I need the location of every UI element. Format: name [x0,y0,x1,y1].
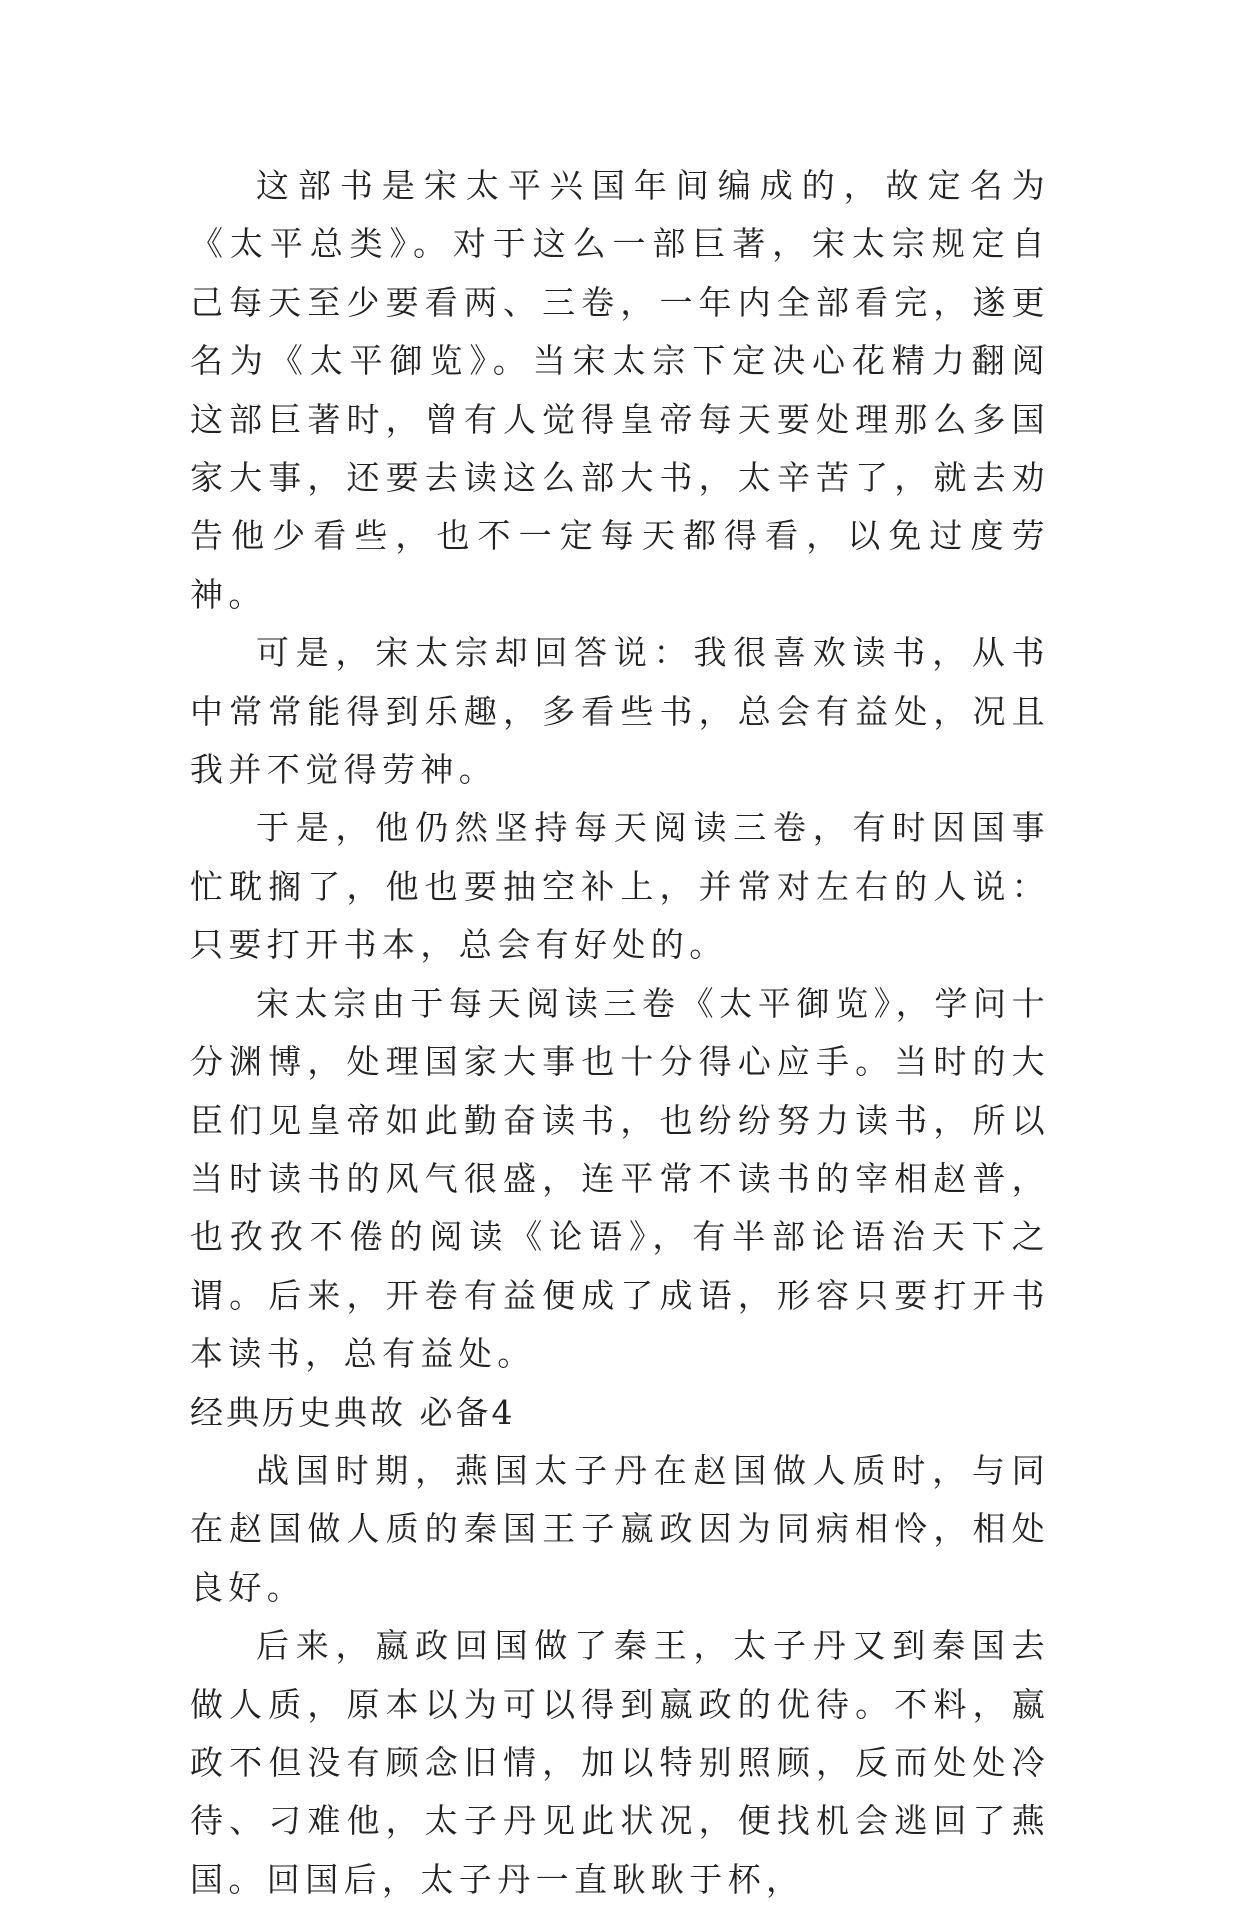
paragraph-persistent-reading: 于是，他仍然坚持每天阅读三卷，有时因国事忙耽搁了，他也要抽空补上，并常对左右的人说：只要打开书本，总会有好处的。 [190,808,1050,965]
document-body [190,157,1050,1909]
paragraph-taiping-yulan-origin: 这部书是宋太平兴国年间编成的，故定名为《太平总类》。对于这么一部巨著，宋太宗规定自己每天至少要看两、三卷，一年内全部看完，遂更名为《太平御览》。当宋太宗下定决心花精力翻阅这部巨著时，曾有人觉得皇帝每天要处理那么多国家大事，还要去读这么部大书，太辛苦了，就去劝告他少看些，也不一定每天都得看，以免过度劳神。 [190,166,1050,614]
paragraph-emperor-reply: 可是，宋太宗却回答说：我很喜欢读书，从书中常常能得到乐趣，多看些书，总会有益处，况且我并不觉得劳神。 [190,633,1050,790]
paragraph-prince-dan-hostage: 战国时期，燕国太子丹在赵国做人质时，与同在赵国做人质的秦国王子嬴政因为同病相怜，相处良好。 [190,1450,1050,1607]
section-heading: 经典历史典故 必备4 [190,1392,516,1432]
paragraph-prince-dan-escape: 后来，嬴政回国做了秦王，太子丹又到秦国去做人质，原本以为可以得到嬴政的优待。不料，嬴政不但没有顾念旧情，加以特别照顾，反而处处冷待、刁难他，太子丹见此状况，便找机会逃回了燕国。回国后，太子丹一直耿耿于杯， [190,1626,1050,1899]
paragraph-reading-culture: 宋太宗由于每天阅读三卷《太平御览》，学问十分渊博，处理国家大事也十分得心应手。当时的大臣们见皇帝如此勤奋读书，也纷纷努力读书，所以当时读书的风气很盛，连平常不读书的宰相赵普，也孜孜不倦的阅读《论语》，有半部论语治天下之谓。后来，开卷有益便成了成语，形容只要打开书本读书，总有益处。 [190,983,1050,1374]
